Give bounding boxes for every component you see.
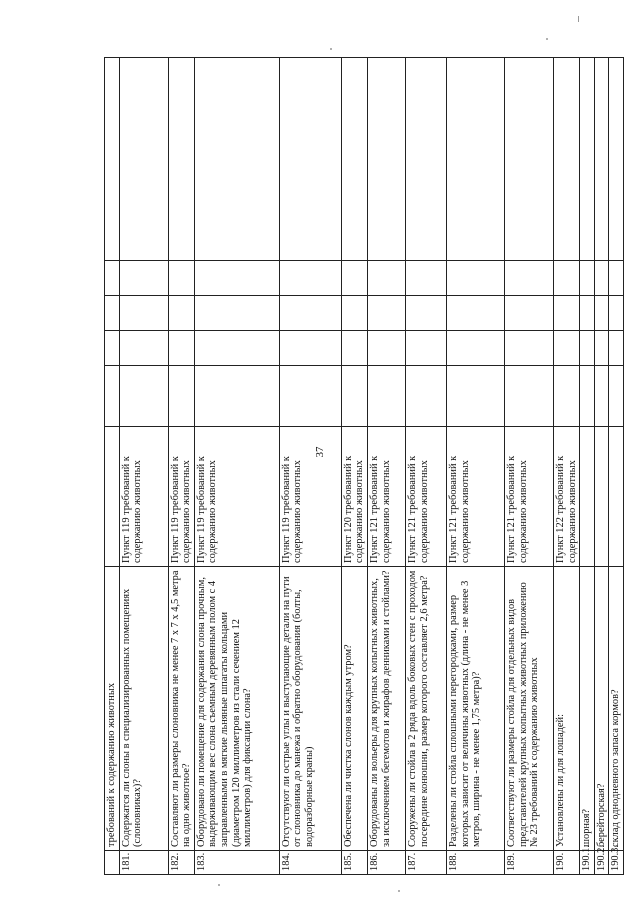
notes-cell: [119, 58, 168, 261]
row-number: 188.: [446, 851, 504, 875]
answer-cell-extra: [594, 261, 609, 296]
answer-cell-no: [405, 331, 446, 366]
question-cell: шорная?: [580, 567, 595, 851]
answer-cell-yes: [504, 366, 553, 427]
answer-cell-na: [553, 296, 579, 331]
requirement-cell: [594, 427, 609, 567]
answer-cell-extra: [279, 261, 341, 296]
answer-cell-na: [367, 296, 405, 331]
table-row: [405, 58, 446, 875]
table-row: [168, 58, 194, 875]
answer-cell-extra: [194, 261, 279, 296]
answer-cell-yes: [594, 366, 609, 427]
question-cell: Обеспечена ли чистка слонов каждым утром?: [341, 567, 367, 851]
answer-cell-na: [194, 296, 279, 331]
notes-cell: [504, 58, 553, 261]
inspection-checklist-table: [104, 57, 624, 875]
requirement-cell: [609, 427, 624, 567]
answer-cell-yes: [405, 366, 446, 427]
answer-cell-extra: [105, 261, 120, 296]
question-cell: берейторская?: [594, 567, 609, 851]
answer-cell-yes: [119, 366, 168, 427]
scan-speck: [398, 890, 400, 892]
table-row: [119, 58, 168, 875]
question-cell: Содержатся ли слоны в специализированных помещениях (слоновниках)?: [119, 567, 168, 851]
rotated-table-container: [104, 58, 622, 875]
answer-cell-extra: [367, 261, 405, 296]
row-number: [105, 851, 120, 875]
answer-cell-na: [446, 296, 504, 331]
answer-cell-no: [446, 331, 504, 366]
answer-cell-yes: [446, 366, 504, 427]
notes-cell: [367, 58, 405, 261]
question-cell: Оборудованы ли вольеры для крупных копытных животных, за исключением бегемотов и жирафов денниками и стойлами?: [367, 567, 405, 851]
answer-cell-na: [341, 296, 367, 331]
row-number: 182.: [168, 851, 194, 875]
answer-cell-no: [580, 331, 595, 366]
row-number: 183.: [194, 851, 279, 875]
answer-cell-extra: [609, 261, 624, 296]
table-row: [105, 58, 120, 875]
requirement-cell: Пункт 122 требований к содержанию животных: [553, 427, 579, 567]
notes-cell: [341, 58, 367, 261]
question-cell: Отсутствуют ли острые углы и выступающие детали на пути от слоновника до манежа и обратно оборудования (болты, водоразборные краны): [279, 567, 341, 851]
answer-cell-no: [119, 331, 168, 366]
row-number: 185.: [341, 851, 367, 875]
answer-cell-extra: [580, 261, 595, 296]
answer-cell-yes: [367, 366, 405, 427]
question-cell: Оборудовано ли помещение для содержания слона прочным, выдерживающим вес слона съемным деревянным полом с 4 заправленными в мягкие льняные шпагаты кольцами (диаметром 120 миллиметров из стали сечением 12 миллиметров) для фиксации слона?: [194, 567, 279, 851]
notes-cell: [594, 58, 609, 261]
requirement-cell: Пункт 119 требований к содержанию животных: [194, 427, 279, 567]
table-row: [504, 58, 553, 875]
table-row: [594, 58, 609, 875]
table-row: [446, 58, 504, 875]
answer-cell-no: [341, 331, 367, 366]
answer-cell-yes: [341, 366, 367, 427]
requirement-cell: Пункт 121 требований к содержанию животных: [446, 427, 504, 567]
requirement-cell: Пункт 119 требований к содержанию животных: [168, 427, 194, 567]
row-number: 190.: [553, 851, 579, 875]
notes-cell: [279, 58, 341, 261]
notes-cell: [446, 58, 504, 261]
row-number: 190.2.: [594, 851, 609, 875]
answer-cell-no: [367, 331, 405, 366]
question-cell: Составляют ли размеры слоновника не менее 7 х 7 х 4,5 метра на одно животное?: [168, 567, 194, 851]
answer-cell-yes: [279, 366, 341, 427]
answer-cell-extra: [341, 261, 367, 296]
notes-cell: [168, 58, 194, 261]
notes-cell: [194, 58, 279, 261]
table-row: [580, 58, 595, 875]
answer-cell-no: [594, 331, 609, 366]
answer-cell-yes: [580, 366, 595, 427]
notes-cell: [105, 58, 120, 261]
scan-speck: [330, 48, 332, 50]
requirement-cell: [105, 427, 120, 567]
row-number: 190.3.: [609, 851, 624, 875]
scan-speck: [546, 38, 548, 40]
answer-cell-na: [609, 296, 624, 331]
rotated-page-area: [104, 58, 622, 875]
answer-cell-no: [168, 331, 194, 366]
scan-speck: [578, 16, 579, 22]
answer-cell-no: [504, 331, 553, 366]
answer-cell-na: [580, 296, 595, 331]
answer-cell-no: [279, 331, 341, 366]
answer-cell-na: [279, 296, 341, 331]
row-number: 184.: [279, 851, 341, 875]
answer-cell-extra: [446, 261, 504, 296]
answer-cell-na: [594, 296, 609, 331]
table-row: [279, 58, 341, 875]
answer-cell-extra: [405, 261, 446, 296]
question-cell: Сооружены ли стойла в 2 ряда вдоль боковых стен с проходом посередине конюшни, размер которого составляет 2,6 метра?: [405, 567, 446, 851]
question-cell: склад однодневного запаса кормов?: [609, 567, 624, 851]
question-cell: Соответствуют ли размеры стойла для отдельных видов представителей крупных копытных животных приложению № 23 требований к содержанию животных: [504, 567, 553, 851]
answer-cell-na: [119, 296, 168, 331]
answer-cell-extra: [119, 261, 168, 296]
table-row: [553, 58, 579, 875]
notes-cell: [580, 58, 595, 261]
row-number: 186.: [367, 851, 405, 875]
question-cell: Разделены ли стойла сплошными перегородками, размер которых зависит от величины животных (длина - не менее 3 метров, ширина - не менее 1,75 метра)?: [446, 567, 504, 851]
answer-cell-na: [168, 296, 194, 331]
page-number: 37: [314, 446, 326, 458]
requirement-cell: Пункт 121 требований к содержанию животных: [367, 427, 405, 567]
requirement-cell: Пункт 120 требований к содержанию животных: [341, 427, 367, 567]
answer-cell-no: [194, 331, 279, 366]
requirement-cell: Пункт 121 требований к содержанию животных: [504, 427, 553, 567]
scan-speck: [218, 884, 220, 886]
question-cell: Установлены ли для лошадей:: [553, 567, 579, 851]
answer-cell-no: [105, 331, 120, 366]
answer-cell-yes: [609, 366, 624, 427]
answer-cell-no: [609, 331, 624, 366]
answer-cell-yes: [105, 366, 120, 427]
row-number: 189.: [504, 851, 553, 875]
table-row: [341, 58, 367, 875]
row-number: 190.1.: [580, 851, 595, 875]
answer-cell-extra: [553, 261, 579, 296]
table-row: [194, 58, 279, 875]
requirement-cell: Пункт 119 требований к содержанию животных: [279, 427, 341, 567]
row-number: 187.: [405, 851, 446, 875]
answer-cell-yes: [553, 366, 579, 427]
notes-cell: [405, 58, 446, 261]
answer-cell-na: [105, 296, 120, 331]
answer-cell-no: [553, 331, 579, 366]
question-cell: требований к содержанию животных: [105, 567, 120, 851]
row-number: 181.: [119, 851, 168, 875]
answer-cell-yes: [168, 366, 194, 427]
answer-cell-na: [405, 296, 446, 331]
requirement-cell: [580, 427, 595, 567]
answer-cell-extra: [504, 261, 553, 296]
requirement-cell: Пункт 119 требований к содержанию животных: [119, 427, 168, 567]
table-row: [609, 58, 624, 875]
answer-cell-yes: [194, 366, 279, 427]
requirement-cell: Пункт 121 требований к содержанию животных: [405, 427, 446, 567]
answer-cell-extra: [168, 261, 194, 296]
notes-cell: [553, 58, 579, 261]
answer-cell-na: [504, 296, 553, 331]
table-row: [367, 58, 405, 875]
notes-cell: [609, 58, 624, 261]
